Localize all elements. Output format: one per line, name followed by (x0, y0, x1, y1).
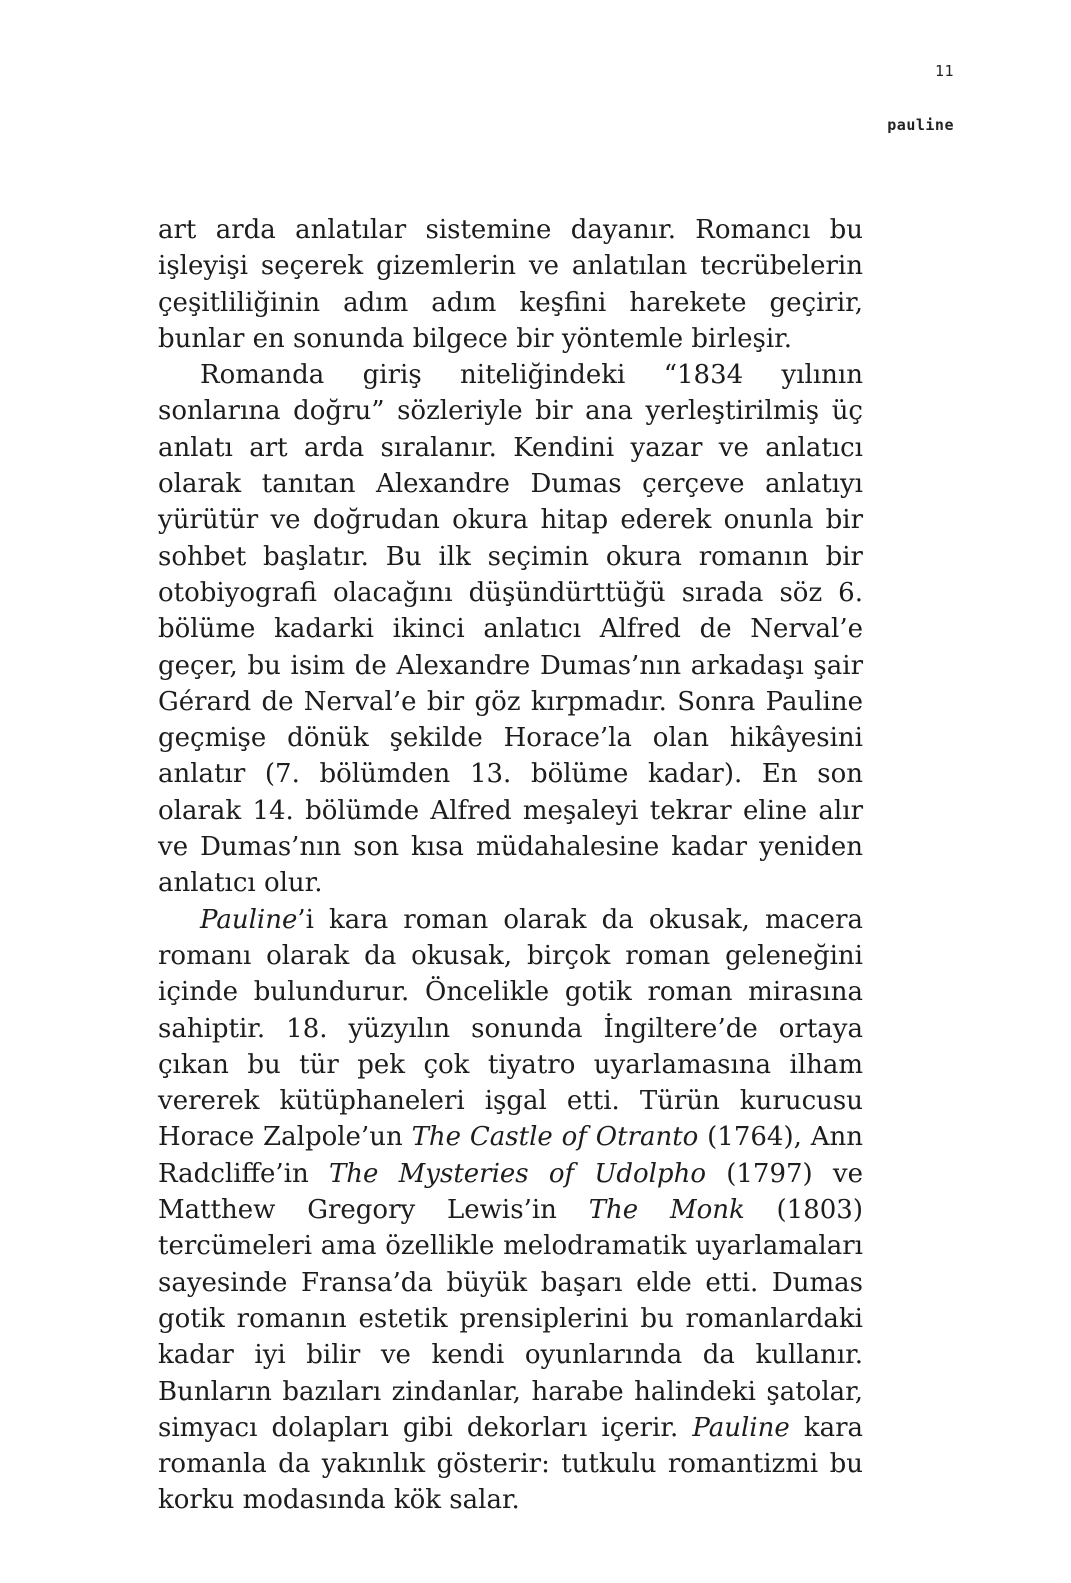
paragraph-text: (1803) tercümeleri ama özellikle melodramatik uyarlamaları sayesinde Fransa’da büyük başarı elde etti. Dumas gotik romanın estetik prensiplerini bu romanlardaki kadar iyi bilir ve kendi oyunlarında da kullanır. Bunların bazıları zindanlar, harabe halindeki şatolar, simyacı dolapları gibi dekorları içerir. (158, 1195, 863, 1443)
paragraph (158, 902, 863, 1519)
running-title: pauline (887, 116, 954, 134)
page-number: 11 (934, 62, 954, 80)
book-title-italic: The Castle of Otranto (411, 1122, 699, 1153)
book-title-italic: The Mysteries of Udolpho (328, 1158, 706, 1189)
book-title-italic: The Monk (588, 1195, 745, 1226)
paragraph-text: (1764), Ann Radcliffe’in (158, 1122, 864, 1189)
paragraph: art arda anlatılar sistemine dayanır. Romancı bu işleyişi seçerek gizemlerin ve anlatılan tecrübelerin çeşitliliğinin adım adım keşfini harekete geçirir, bunlar en sonunda bilgece bir yöntemle birleşir. (158, 215, 863, 354)
book-title-italic: Pauline (692, 1412, 790, 1443)
paragraph-text: (1797) ve Matthew Gregory Lewis’in (158, 1158, 864, 1226)
body-text (158, 212, 863, 1519)
paragraph-text: kara romanla da yakınlık gösterir: tutkulu romantizmi bu korku modasında kök salar. (158, 1412, 863, 1516)
paragraph: Romanda giriş niteliğindeki “1834 yılının sonlarına doğru” sözleriyle bir ana yerleştirilmiş üç anlatı art arda sıralanır. Kendini yazar ve anlatıcı olarak tanıtan Alexandre Dumas çerçeve anlatıyı yürütür ve doğrudan okura hitap ederek onunla bir sohbet başlatır. Bu ilk seçimin okura romanın bir otobiyografi olacağını düşündürttüğü sırada söz 6. bölüme kadarki ikinci anlatıcı Alfred de Nerval’e geçer, bu isim de Alexandre Dumas’nın arkadaşı şair Gérard de Nerval’e bir göz kırpmadır. Sonra Pauline geçmişe dönük şekilde Horace’la olan hikâyesini anlatır (7. bölümden 13. bölüme kadar). En son olarak 14. bölümde Alfred meşaleyi tekrar eline alır ve Dumas’nın son kısa müdahalesine kadar yeniden anlatıcı olur. (158, 360, 863, 899)
paragraph-text: ’i kara roman olarak da okusak, macera romanı olarak da okusak, birçok roman geleneğini içinde bulundurur. Öncelikle gotik roman mirasına sahiptir. 18. yüzyılın sonunda İngiltere’de ortaya çıkan bu tür pek çok tiyatro uyarlamasına ilham vererek kütüphaneleri işgal etti. Türün kurucusu Horace Zalpole’un (158, 904, 863, 1153)
book-title-italic: Pauline (200, 904, 298, 935)
